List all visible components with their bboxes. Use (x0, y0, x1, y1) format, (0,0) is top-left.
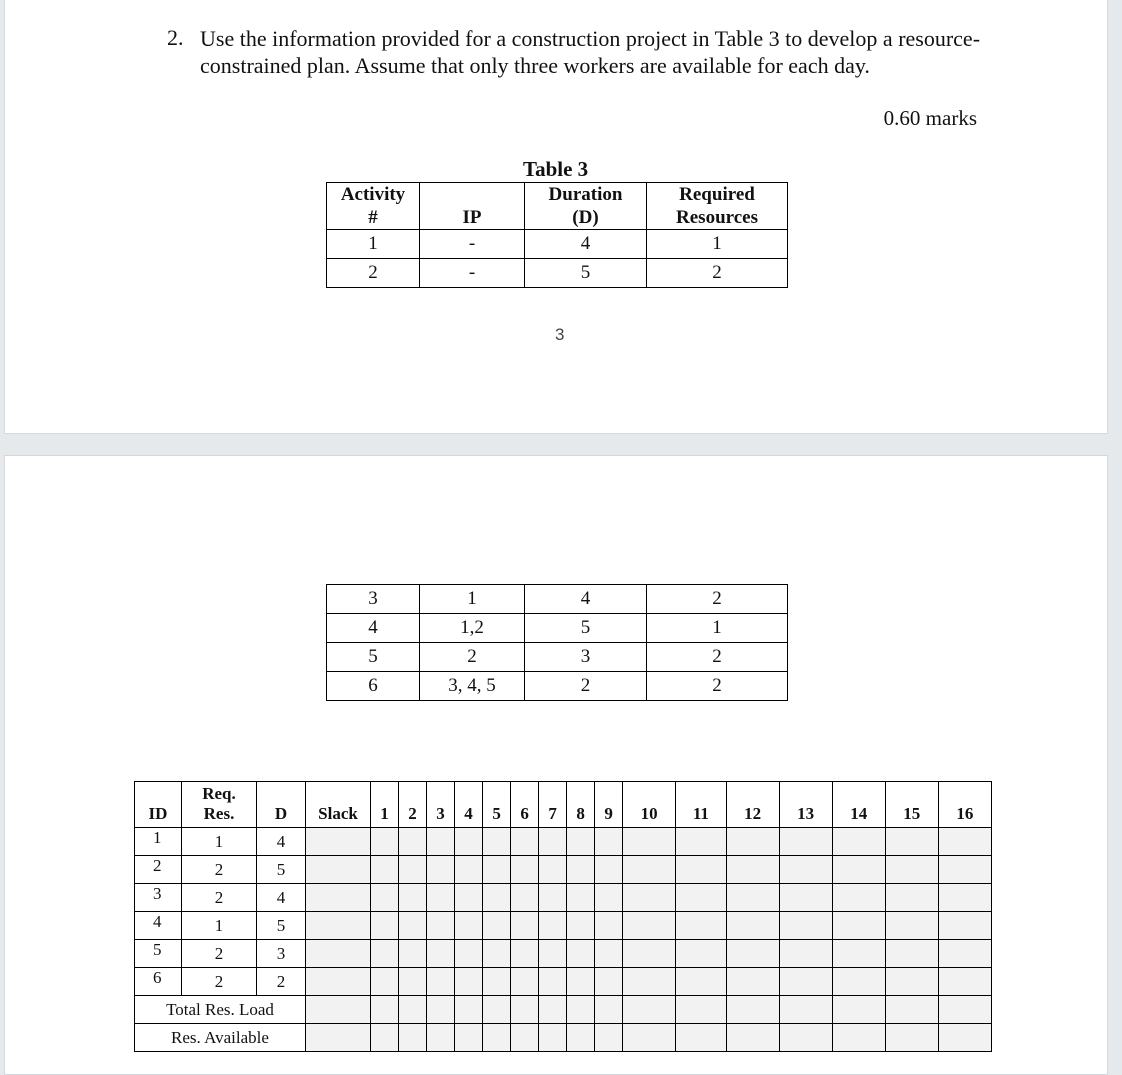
day-cell[interactable] (483, 884, 511, 912)
day-cell[interactable] (511, 968, 539, 996)
day-cell[interactable] (567, 856, 595, 884)
table-row: 5 2 3 2 (327, 643, 788, 672)
table-3-part-1 (326, 182, 788, 288)
available-cell[interactable] (595, 1024, 623, 1052)
day-cell[interactable] (399, 828, 427, 856)
day-cell[interactable] (567, 828, 595, 856)
slack-cell[interactable] (306, 828, 371, 856)
day-cell[interactable] (779, 828, 832, 856)
available-cell[interactable] (938, 1024, 991, 1052)
day-cell[interactable] (539, 968, 567, 996)
schedule-id-cell: 4 (135, 912, 182, 940)
available-cell[interactable] (483, 1024, 511, 1052)
day-cell[interactable] (455, 940, 483, 968)
day-cell[interactable] (455, 856, 483, 884)
day-cell[interactable] (567, 884, 595, 912)
table-row: 4 1,2 5 1 (327, 614, 788, 643)
load-cell[interactable] (885, 996, 938, 1024)
load-cell[interactable] (306, 996, 371, 1024)
schedule-header-row (135, 782, 992, 828)
load-cell[interactable] (623, 996, 676, 1024)
day-cell[interactable] (539, 828, 567, 856)
day-cell[interactable] (938, 912, 991, 940)
day-cell[interactable] (726, 856, 779, 884)
day-cell[interactable] (832, 828, 885, 856)
available-cell[interactable] (779, 1024, 832, 1052)
schedule-d-cell: 5 (257, 856, 306, 884)
day-cell[interactable] (676, 968, 726, 996)
day-cell[interactable] (623, 912, 676, 940)
document-page-1 (4, 0, 1108, 434)
table-3-title: Table 3 (523, 157, 589, 181)
day-cell[interactable] (676, 940, 726, 968)
schedule-row (135, 912, 992, 940)
day-cell[interactable] (623, 940, 676, 968)
available-cell[interactable] (726, 1024, 779, 1052)
day-cell[interactable] (427, 940, 455, 968)
day-cell[interactable] (371, 968, 399, 996)
resources-header: Required Resources (647, 183, 788, 230)
day-cell[interactable] (885, 940, 938, 968)
day-cell[interactable] (726, 912, 779, 940)
id-header: ID (135, 782, 182, 828)
day-cell[interactable] (676, 912, 726, 940)
schedule-grid (134, 781, 992, 1052)
schedule-row (135, 828, 992, 856)
day-header-16: 16 (938, 782, 991, 828)
day-cell[interactable] (885, 968, 938, 996)
day-cell[interactable] (399, 912, 427, 940)
day-cell[interactable] (399, 884, 427, 912)
day-cell[interactable] (455, 884, 483, 912)
day-cell[interactable] (427, 856, 455, 884)
load-cell[interactable] (455, 996, 483, 1024)
duration-header: Duration (D) (525, 183, 647, 230)
day-cell[interactable] (455, 828, 483, 856)
question-number: 2. (167, 25, 184, 50)
day-cell[interactable] (779, 884, 832, 912)
schedule-d-cell: 4 (257, 884, 306, 912)
day-cell[interactable] (427, 828, 455, 856)
schedule-row (135, 884, 992, 912)
schedule-id-cell: 6 (135, 968, 182, 996)
slack-header: Slack (306, 782, 371, 828)
day-cell[interactable] (483, 828, 511, 856)
schedule-req-cell: 1 (182, 828, 257, 856)
day-cell[interactable] (483, 940, 511, 968)
day-cell[interactable] (676, 884, 726, 912)
day-cell[interactable] (399, 856, 427, 884)
day-header-7: 7 (539, 782, 567, 828)
schedule-id-cell: 5 (135, 940, 182, 968)
day-cell[interactable] (539, 856, 567, 884)
day-cell[interactable] (511, 884, 539, 912)
schedule-d-cell: 3 (257, 940, 306, 968)
day-header-4: 4 (455, 782, 483, 828)
available-cell[interactable] (306, 1024, 371, 1052)
day-cell[interactable] (595, 828, 623, 856)
load-cell[interactable] (832, 996, 885, 1024)
day-cell[interactable] (427, 884, 455, 912)
day-cell[interactable] (779, 940, 832, 968)
day-cell[interactable] (832, 884, 885, 912)
schedule-row (135, 856, 992, 884)
schedule-d-cell: 5 (257, 912, 306, 940)
day-header-15: 15 (885, 782, 938, 828)
load-cell[interactable] (726, 996, 779, 1024)
slack-cell[interactable] (306, 856, 371, 884)
table-row: 1 - 4 1 (327, 230, 788, 259)
day-cell[interactable] (938, 968, 991, 996)
day-cell[interactable] (832, 912, 885, 940)
day-cell[interactable] (511, 828, 539, 856)
schedule-req-cell: 2 (182, 856, 257, 884)
day-cell[interactable] (938, 884, 991, 912)
day-header-2: 2 (399, 782, 427, 828)
day-header-3: 3 (427, 782, 455, 828)
available-cell[interactable] (832, 1024, 885, 1052)
day-cell[interactable] (595, 856, 623, 884)
day-cell[interactable] (483, 856, 511, 884)
schedule-d-cell: 2 (257, 968, 306, 996)
day-cell[interactable] (779, 856, 832, 884)
day-cell[interactable] (371, 856, 399, 884)
schedule-id-cell: 2 (135, 856, 182, 884)
day-cell[interactable] (885, 856, 938, 884)
day-cell[interactable] (938, 856, 991, 884)
available-cell[interactable] (399, 1024, 427, 1052)
activity-header: Activity # (327, 183, 420, 230)
day-cell[interactable] (455, 912, 483, 940)
load-cell[interactable] (567, 996, 595, 1024)
day-cell[interactable] (726, 968, 779, 996)
slack-cell[interactable] (306, 912, 371, 940)
req-res-header: Req. Res. (182, 782, 257, 828)
day-cell[interactable] (539, 884, 567, 912)
load-cell[interactable] (779, 996, 832, 1024)
day-cell[interactable] (595, 884, 623, 912)
load-cell[interactable] (371, 996, 399, 1024)
load-cell[interactable] (427, 996, 455, 1024)
day-cell[interactable] (539, 912, 567, 940)
day-cell[interactable] (511, 856, 539, 884)
available-cell[interactable] (623, 1024, 676, 1052)
day-cell[interactable] (455, 968, 483, 996)
schedule-req-cell: 2 (182, 968, 257, 996)
day-cell[interactable] (885, 912, 938, 940)
schedule-row (135, 940, 992, 968)
day-header-11: 11 (676, 782, 726, 828)
day-cell[interactable] (427, 968, 455, 996)
day-header-10: 10 (623, 782, 676, 828)
schedule-req-cell: 2 (182, 940, 257, 968)
slack-cell[interactable] (306, 968, 371, 996)
day-cell[interactable] (567, 940, 595, 968)
table-3-part-2 (326, 584, 788, 701)
day-cell[interactable] (511, 912, 539, 940)
day-cell[interactable] (399, 968, 427, 996)
schedule-footer-row (135, 1024, 992, 1052)
day-cell[interactable] (567, 968, 595, 996)
day-cell[interactable] (623, 856, 676, 884)
available-cell[interactable] (371, 1024, 399, 1052)
day-cell[interactable] (623, 828, 676, 856)
page-number: 3 (555, 325, 565, 344)
day-header-13: 13 (779, 782, 832, 828)
day-cell[interactable] (511, 940, 539, 968)
load-cell[interactable] (676, 996, 726, 1024)
total-res-load-label: Total Res. Load (135, 996, 306, 1024)
day-cell[interactable] (938, 828, 991, 856)
day-cell[interactable] (371, 940, 399, 968)
day-cell[interactable] (832, 968, 885, 996)
day-cell[interactable] (539, 940, 567, 968)
day-cell[interactable] (938, 940, 991, 968)
res-available-label: Res. Available (135, 1024, 306, 1052)
available-cell[interactable] (567, 1024, 595, 1052)
table-row: 6 3, 4, 5 2 2 (327, 672, 788, 701)
schedule-footer-row (135, 996, 992, 1024)
day-header-5: 5 (483, 782, 511, 828)
question-marks: 0.60 marks (883, 106, 977, 130)
day-header-1: 1 (371, 782, 399, 828)
available-cell[interactable] (539, 1024, 567, 1052)
day-cell[interactable] (832, 856, 885, 884)
schedule-id-cell: 1 (135, 828, 182, 856)
day-cell[interactable] (676, 856, 726, 884)
day-cell[interactable] (567, 912, 595, 940)
day-cell[interactable] (779, 968, 832, 996)
load-cell[interactable] (483, 996, 511, 1024)
day-cell[interactable] (676, 828, 726, 856)
schedule-id-cell: 3 (135, 884, 182, 912)
load-cell[interactable] (595, 996, 623, 1024)
load-cell[interactable] (511, 996, 539, 1024)
day-cell[interactable] (595, 940, 623, 968)
slack-cell[interactable] (306, 884, 371, 912)
day-cell[interactable] (832, 940, 885, 968)
available-cell[interactable] (885, 1024, 938, 1052)
duration-header: D (257, 782, 306, 828)
day-cell[interactable] (483, 968, 511, 996)
load-cell[interactable] (539, 996, 567, 1024)
day-cell[interactable] (885, 828, 938, 856)
day-cell[interactable] (399, 940, 427, 968)
day-header-14: 14 (832, 782, 885, 828)
day-cell[interactable] (371, 912, 399, 940)
day-cell[interactable] (595, 968, 623, 996)
day-header-9: 9 (595, 782, 623, 828)
available-cell[interactable] (427, 1024, 455, 1052)
schedule-d-cell: 4 (257, 828, 306, 856)
day-header-8: 8 (567, 782, 595, 828)
slack-cell[interactable] (306, 940, 371, 968)
load-cell[interactable] (399, 996, 427, 1024)
day-cell[interactable] (726, 828, 779, 856)
table-row: 2 - 5 2 (327, 259, 788, 288)
ip-header: IP (420, 183, 525, 230)
available-cell[interactable] (676, 1024, 726, 1052)
day-cell[interactable] (726, 940, 779, 968)
day-cell[interactable] (595, 912, 623, 940)
day-cell[interactable] (623, 968, 676, 996)
day-cell[interactable] (483, 912, 511, 940)
day-cell[interactable] (779, 912, 832, 940)
day-header-6: 6 (511, 782, 539, 828)
document-page-2 (4, 455, 1108, 1075)
day-cell[interactable] (371, 828, 399, 856)
schedule-req-cell: 1 (182, 912, 257, 940)
question-text: Use the information provided for a construction project in Table 3 to develop a resource-constrained plan. Assume that only three workers are available for each day. (200, 26, 981, 78)
schedule-req-cell: 2 (182, 884, 257, 912)
schedule-row (135, 968, 992, 996)
day-header-12: 12 (726, 782, 779, 828)
day-cell[interactable] (623, 884, 676, 912)
day-cell[interactable] (726, 884, 779, 912)
load-cell[interactable] (938, 996, 991, 1024)
day-cell[interactable] (427, 912, 455, 940)
day-cell[interactable] (885, 884, 938, 912)
day-cell[interactable] (371, 884, 399, 912)
available-cell[interactable] (511, 1024, 539, 1052)
table-row: 3 1 4 2 (327, 585, 788, 614)
available-cell[interactable] (455, 1024, 483, 1052)
